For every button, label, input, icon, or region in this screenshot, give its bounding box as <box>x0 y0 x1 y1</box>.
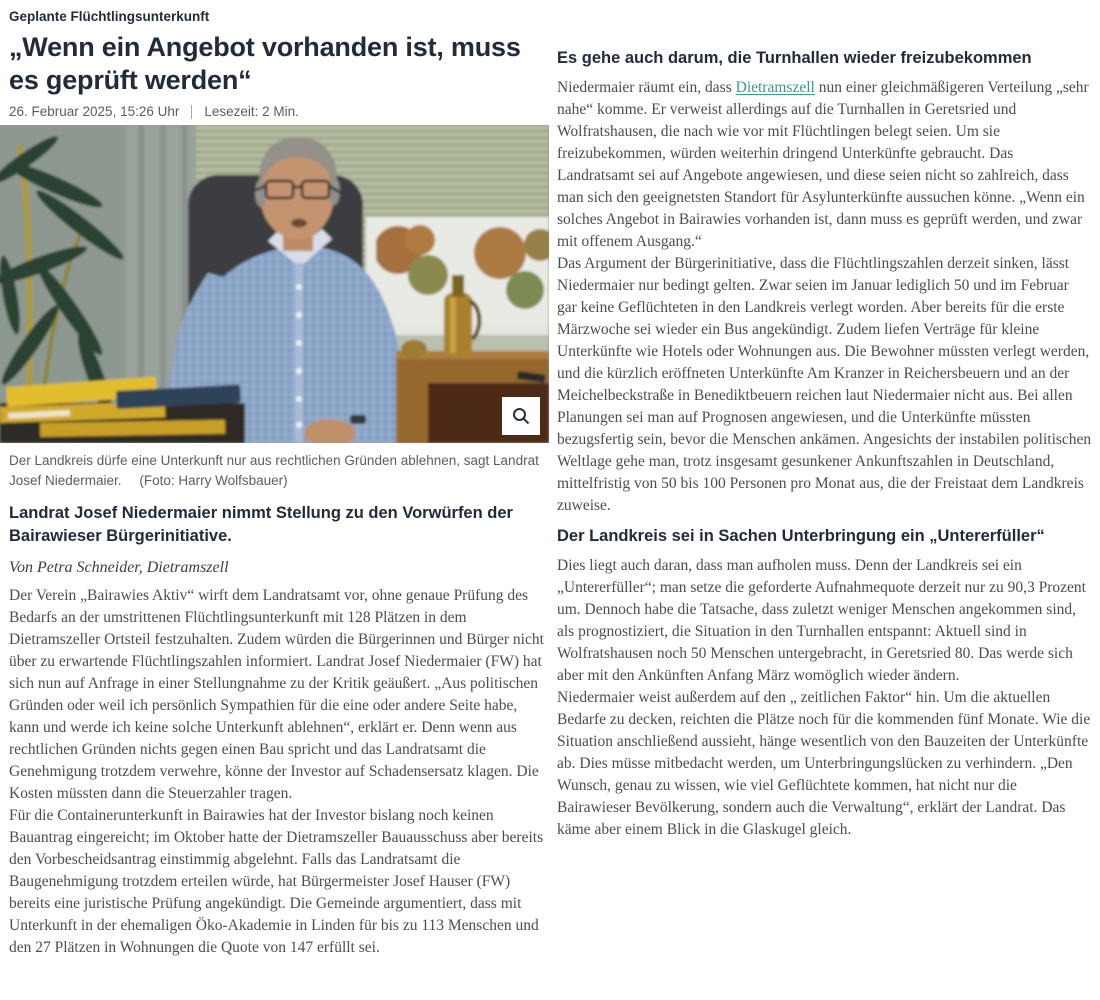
magnifier-icon <box>511 406 531 426</box>
article-paragraph: Dies liegt auch daran, dass man aufholen muss. Denn der Landkreis sei ein „Untererfüller“; man setze die geforderte Aufnahmequote derzeit nur zu 90,3 Prozent um. Dennoch habe die Tatsache, dass zuletzt weniger Menschen angekommen sind, als prognostiziert, die Situation in den Turnhallen entspannt: Aktuell sind in Wolfratshausen noch 50 Menschen untergebracht, in Geretsried 80. Das werde sich aber mit den Ankünften Anfang März womöglich wieder ändern. <box>557 557 1086 684</box>
reading-time: Lesezeit: 2 Min. <box>204 104 299 119</box>
section-subhead-turnhallen: Es gehe auch darum, die Turnhallen wieder freizubekommen <box>557 49 1032 67</box>
publish-date: 26. Februar 2025, 15:26 Uhr <box>9 104 180 119</box>
article-body-left <box>9 585 547 959</box>
article-paragraph: Niedermaier weist außerdem auf den „ zeitlichen Faktor“ hin. Um die aktuellen Bedarfe zu decken, reichten die Plätze noch für die kommenden fünf Monate. Wie die Situation anschließend aussieht, hänge wesentlich von den Bauzeiten der Unterkünfte ab. Dies müsse mitbedacht werden, um Unterbringungslücken zu verhindern. „Den Wunsch, genau zu wissen, wie viel Geflüchtete kommen, hat nicht nur die Bairawieser Bevölkerung, sondern auch die Verwaltung“, erklärt der Landrat. Das käme aber einem Blick in die Glaskugel gleich. <box>557 689 1091 838</box>
article-paragraph <box>557 77 1092 253</box>
article-photo[interactable] <box>0 125 549 443</box>
article-photo-illustration <box>0 125 549 443</box>
meta-divider <box>191 105 192 119</box>
photo-zoom-button[interactable] <box>502 397 540 435</box>
left-column <box>0 0 549 959</box>
paragraph-text: Niedermaier räumt ein, dass <box>557 79 736 96</box>
section-subhead-untererfueller: Der Landkreis sei in Sachen Unterbringung ein „Untererfüller“ <box>557 527 1045 545</box>
photo-credit: (Foto: Harry Wolfsbauer) <box>139 473 288 488</box>
article-paragraph: Der Verein „Bairawies Aktiv“ wirft dem Landratsamt vor, ohne genaue Prüfung des Bedarfs an der umstrittenen Flüchtlingsunterkunft mit 128 Plätzen in dem Dietramszeller Ortsteil festzuhalten. Zudem würden die Bürgerinnen und Bürger nicht über zu erwartende Flüchtlingszahlen informiert. Landrat Josef Niedermaier (FW) hat sich nun auf Anfrage in einer Stellungnahme zu der Kritik geäußert. „Aus politischen Gründen oder weil ich persönlich Sympathien für die eine oder andere Seite habe, kann und werde ich keine solche Unterkunft ablehnen“, erklärt er. Denn wenn aus rechtlichen Gründen nichts gegen einen Bau spricht und das Landratsamt die Genehmigung trotzdem verwehre, könne der Investor auf Schadensersatz klagen. Die Kosten müssten dann die Steuerzahler tragen. <box>9 587 544 802</box>
article-paragraph: Für die Containerunterkunft in Bairawies hat der Investor bislang noch keinen Bauantrag eingereicht; im Oktober hatte der Dietramszeller Bauausschuss aber bereits den Vorbescheidsantrag einstimmig abgelehnt. Falls das Landratsamt die Baugenehmigung trotzdem erteilen würde, hat Bürgermeister Josef Hauser (FW) bereits eine juristische Prüfung angekündigt. Die Gemeinde argumentiert, dass mit Unterkunft in der ehemaligen Öko-Akademie in Linden für bis zu 113 Menschen und den 27 Plätzen in Wohnungen die Quote von 147 erfüllt sei. <box>9 807 544 956</box>
article-meta <box>9 104 547 119</box>
article-headline: „Wenn ein Angebot vorhanden ist, muss es geprüft werden“ <box>9 32 521 95</box>
article-body-right-2 <box>557 555 1092 841</box>
inline-link-dietramszell[interactable]: Dietramszell <box>735 79 815 96</box>
article-standfirst: Landrat Josef Niedermaier nimmt Stellung zu den Vorwürfen der Bairawieser Bürgerinitiative. <box>9 504 513 545</box>
photo-caption <box>9 451 547 491</box>
right-column <box>557 0 1092 841</box>
paragraph-text: nun einer gleichmäßigeren Verteilung „sehr nahe“ komme. Er verweist allerdings auf die Turnhallen in Geretsried und Wolfratshausen, die nach wie vor mit Flüchtlingen belegt seien. Um sie freizubekommen, würden weiterhin dringend Unterkünfte gebraucht. Das Landratsamt sei auf Angebote angewiesen, und diese seien nicht so zahlreich, dass man sich den geeignetsten Standort für Asylunterkünfte aussuchen könne. „Wenn ein solches Angebot in Bairawies vorhanden ist, dann muss es geprüft werden, und zwar mit offenem Ausgang.“ <box>557 79 1089 250</box>
article-kicker: Geplante Flüchtlingsunterkunft <box>9 9 210 24</box>
article-paragraph: Das Argument der Bürgerinitiative, dass die Flüchtlingszahlen derzeit sinken, lässt Niedermaier nur bedingt gelten. Zwar seien im Januar lediglich 50 und im Februar gar keine Geflüchteten in den Landkreis verlegt worden. Aber bereits für die erste Märzwoche sei wieder ein Bus angekündigt. Zudem liefen Verträge für kleine Unterkünfte wie Hotels oder Wohnungen aus. Die Bewohner müssten verlegt werden, und die kürzlich eröffneten Unterkünfte Am Kranzer in Reichersbeuern und an der Meichelbeckstraße in Benediktbeuern reichen laut Niedermaier nicht aus. Bei allen Planungen sei man auf Prognosen angewiesen, und die Unterkünfte müssten bezugsfertig sein, bevor die Menschen ankämen. Angesichts der instabilen politischen Weltlage gehe man, trotz insgesamt gesunkener Ankunftszahlen in Deutschland, mittelfristig von 50 bis 100 Personen pro Monat aus, die der Freistaat dem Landkreis zuweise. <box>557 255 1092 514</box>
photo-caption-text: Der Landkreis dürfe eine Unterkunft nur aus rechtlichen Gründen ablehnen, sagt Landrat Josef Niedermaier. <box>9 453 539 488</box>
article-byline: Von Petra Schneider, Dietramszell <box>9 559 229 576</box>
article-body-right <box>557 77 1092 517</box>
